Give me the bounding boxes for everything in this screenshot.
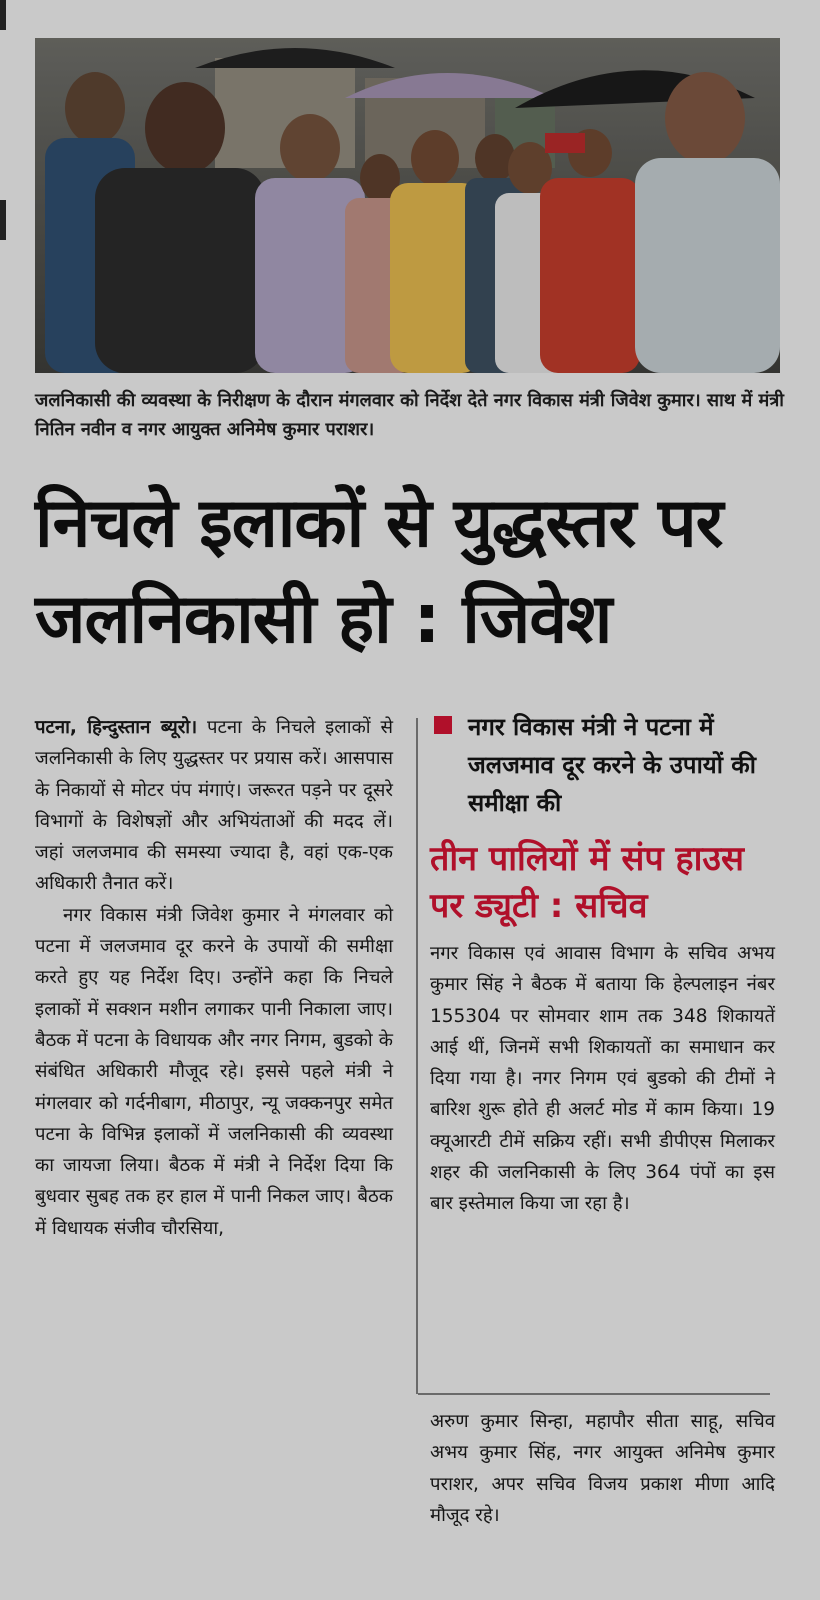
article-headline: निचले इलाकों से युद्धस्तर पर जलनिकासी हो : जिवेश — [35, 484, 723, 659]
dateline: पटना, हिन्दुस्तान ब्यूरो। — [35, 717, 198, 738]
highlight-text: नगर विकास मंत्री ने पटना में जलजमाव दूर करने के उपायों की समीक्षा की — [468, 713, 756, 817]
continuation-text: अरुण कुमार सिन्हा, महापौर सीता साहू, सचिव अभय कुमार सिंह, नगर आयुक्त अनिमेष कुमार पराशर, अपर सचिव विजय प्रकाश मीणा आदि मौजूद रहे। — [430, 1411, 775, 1526]
section-divider — [418, 1393, 770, 1395]
sub-headline: तीन पालियों में संप हाउस पर ड्यूटी : सचिव — [430, 839, 745, 926]
opening-paragraph — [35, 712, 393, 900]
body-paragraph: नगर विकास मंत्री जिवेश कुमार ने मंगलवार को पटना में जलजमाव दूर करने के उपायों की समीक्षा करते हुए यह निर्देश दिए। उन्होंने कहा कि निचले इलाकों में सक्शन मशीन लगाकर पानी निकाला जाए। बैठक में पटना के विधायक और नगर निगम, बुडको के संबंधित अधिकारी मौजूद रहे। इससे पहले मंत्री ने मंगलवार को गर्दनीबाग, मीठापुर, न्यू जक्कनपुर समेत पटना के विभिन्न इलाकों में जलनिकासी की व्यवस्था का जायजा लिया। बैठक में मंत्री ने निर्देश दिया कि बुधवार सुबह तक हर हाल में पानी निकल जाए। बैठक में विधायक संजीव चौरसिया, — [35, 904, 393, 1239]
left-column — [35, 712, 393, 1244]
body-text: पटना के निचले इलाकों से जलनिकासी के लिए युद्धस्तर पर प्रयास करें। आसपास के निकायों से मोटर पंप मंगाएं। जरूरत पड़ने पर दूसरे विभागों के विशेषज्ञों और अभियंताओं की मदद लें। जहां जलजमाव की समस्या ज्यादा है, वहां एक-एक अधिकारी तैनात करें। — [35, 717, 393, 895]
news-photo-illustration — [35, 38, 780, 373]
page-edge-mark — [0, 0, 6, 240]
square-bullet-icon — [434, 716, 452, 734]
sub-story-text: नगर विकास एवं आवास विभाग के सचिव अभय कुमार सिंह ने बैठक में बताया कि हेल्पलाइन नंबर 155304 पर सोमवार शाम तक 348 शिकायतें आई थीं, जिनमें सभी शिकायतों का समाधान कर दिया गया है। नगर निगम एवं बुडको की टीमों ने बारिश शुरू होते ही अलर्ट मोड में काम किया। 19 क्यूआरटी टीमें सक्रिय रहीं। सभी डीपीएस मिलाकर शहर की जलनिकासी के लिए 364 पंपों का इस बार इस्तेमाल किया जा रहा है। — [430, 943, 775, 1215]
news-photo — [35, 38, 780, 373]
column-divider — [416, 718, 418, 1394]
highlight-box — [430, 708, 775, 822]
right-column — [430, 708, 775, 1220]
photo-caption: जलनिकासी की व्यवस्था के निरीक्षण के दौरान मंगलवार को निर्देश देते नगर विकास मंत्री जिवेश कुमार। साथ में मंत्री नितिन नवीन व नगर आयुक्त अनिमेष कुमार पराशर। — [35, 390, 784, 440]
